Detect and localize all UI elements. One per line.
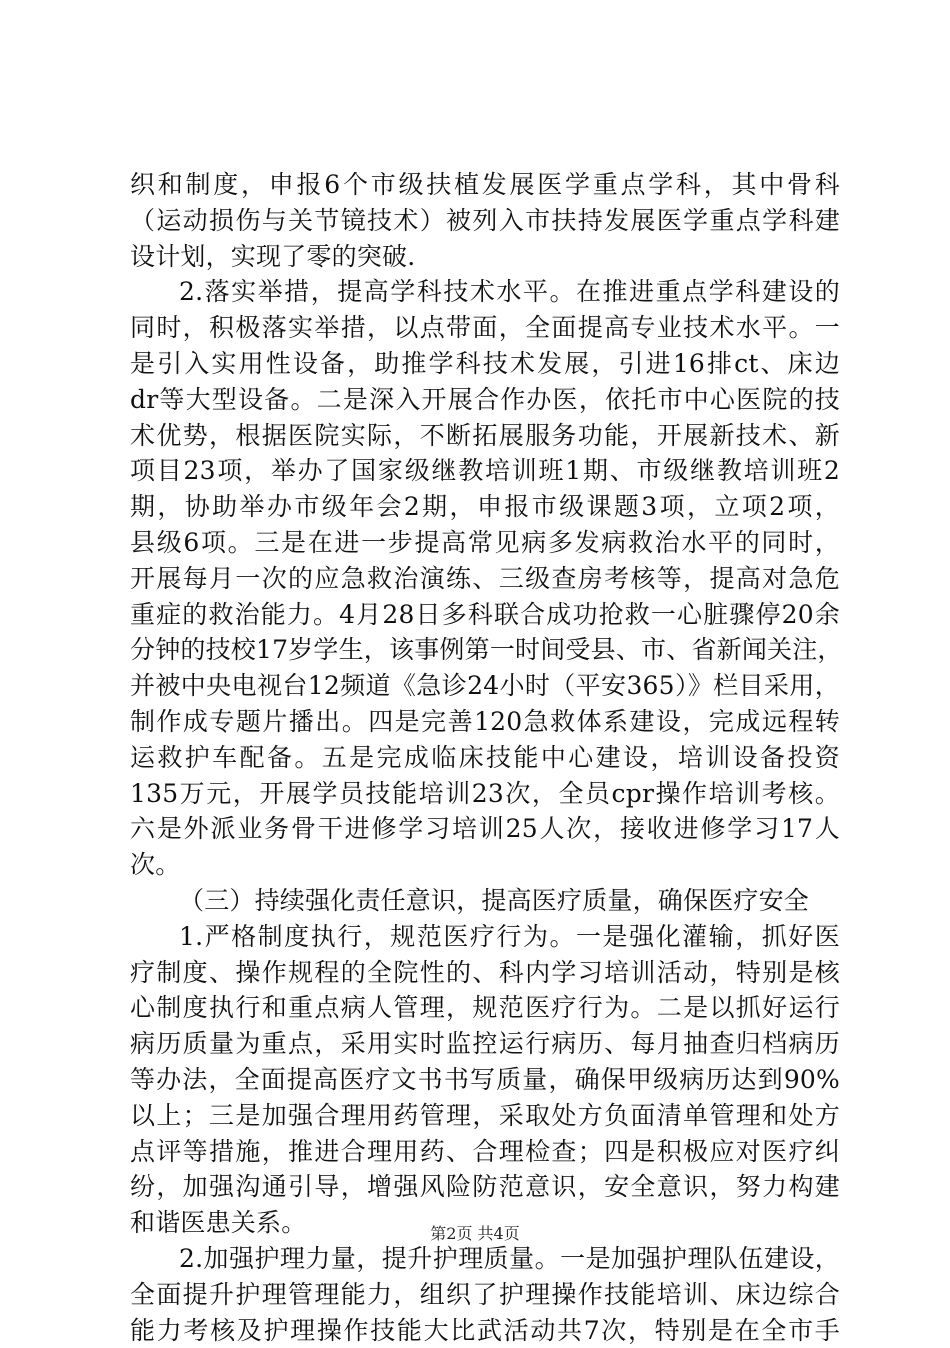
text-line: 同时，积极落实举措，以点带面，全面提高专业技术水平。一: [130, 310, 840, 346]
text-line: 县级6项。三是在进一步提高常见病多发病救治水平的同时，: [130, 525, 840, 561]
section-heading: （三）持续强化责任意识，提高医疗质量，确保医疗安全: [130, 883, 840, 919]
text-line: 并被中央电视台12频道《急诊24小时（平安365）》栏目采用，: [130, 668, 840, 704]
text-line: 点评等措施，推进合理用药、合理检查；四是积极应对医疗纠: [130, 1134, 840, 1170]
text-line: 分钟的技校17岁学生，该事例第一时间受县、市、省新闻关注，: [130, 632, 840, 668]
text-line: 期，协助举办市级年会2期，申报市级课题3项，立项2项，: [130, 489, 840, 525]
text-line: 运救护车配备。五是完成临床技能中心建设，培训设备投资: [130, 740, 840, 776]
text-line: 能力考核及护理操作技能大比武活动共7次，特别是在全市手: [130, 1313, 840, 1348]
text-line: 2.加强护理力量，提升护理质量。一是加强护理队伍建设，: [130, 1241, 840, 1277]
text-line: 设计划，实现了零的突破.: [130, 239, 840, 275]
text-line: 开展每月一次的应急救治演练、三级查房考核等，提高对急危: [130, 561, 840, 597]
text-line: 病历质量为重点，采用实时监控运行病历、每月抽查归档病历: [130, 1026, 840, 1062]
text-line: 次。: [130, 847, 840, 883]
text-line: 项目23项，举办了国家级继教培训班1期、市级继教培训班2: [130, 453, 840, 489]
text-line: 全面提升护理管理能力，组织了护理操作技能培训、床边综合: [130, 1277, 840, 1313]
text-line: 制作成专题片播出。四是完善120急救体系建设，完成远程转: [130, 704, 840, 740]
text-line: 2.落实举措，提高学科技术水平。在推进重点学科建设的: [130, 274, 840, 310]
document-body: [130, 167, 840, 1348]
text-line: 和谐医患关系。: [130, 1205, 840, 1241]
text-line: 135万元，开展学员技能培训23次，全员cpr操作培训考核。: [130, 776, 840, 812]
text-line: （运动损伤与关节镜技术）被列入市扶持发展医学重点学科建: [130, 203, 840, 239]
page-number-footer: 第2页 共4页: [0, 1221, 950, 1244]
text-line: 术优势，根据医院实际，不断拓展服务功能，开展新技术、新: [130, 418, 840, 454]
text-line: 纷，加强沟通引导，增强风险防范意识，安全意识，努力构建: [130, 1169, 840, 1205]
text-line: 等办法，全面提高医疗文书书写质量，确保甲级病历达到90%: [130, 1062, 840, 1098]
text-line: 1.严格制度执行，规范医疗行为。一是强化灌输，抓好医: [130, 919, 840, 955]
text-line: 六是外派业务骨干进修学习培训25人次，接收进修学习17人: [130, 811, 840, 847]
text-line: 织和制度，申报6个市级扶植发展医学重点学科，其中骨科: [130, 167, 840, 203]
text-line: 疗制度、操作规程的全院性的、科内学习培训活动，特别是核: [130, 955, 840, 991]
text-line: 是引入实用性设备，助推学科技术发展，引进16排ct、床边: [130, 346, 840, 382]
text-line: 心制度执行和重点病人管理，规范医疗行为。二是以抓好运行: [130, 990, 840, 1026]
text-line: 重症的救治能力。4月28日多科联合成功抢救一心脏骤停20余: [130, 597, 840, 633]
text-line: 以上；三是加强合理用药管理，采取处方负面清单管理和处方: [130, 1098, 840, 1134]
text-line: dr等大型设备。二是深入开展合作办医，依托市中心医院的技: [130, 382, 840, 418]
